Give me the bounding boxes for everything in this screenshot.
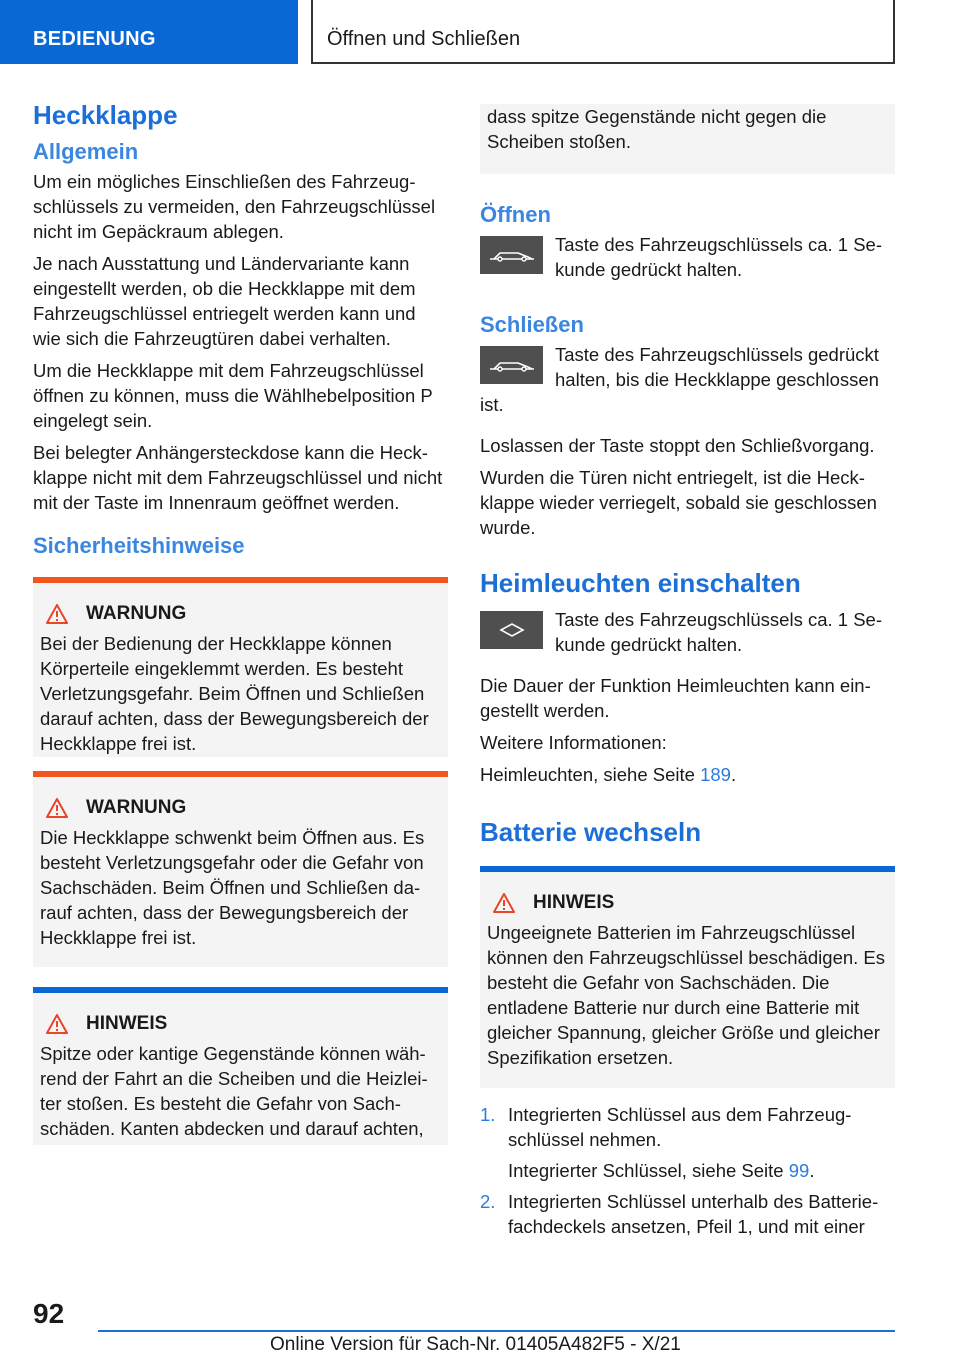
paragraph: Um ein mögliches Einschließen des Fahrzeugschlüssels zu vermeiden, den Fahrzeugschlüssel nicht im Gepäckraum ablegen.: [33, 171, 436, 242]
key-button-graphic: [480, 346, 543, 384]
footer-text: Online Version für Sach-Nr. 01405A482F5 - X/21: [270, 1334, 681, 1355]
paragraph: Um die Heckklappe mit dem Fahrzeugschlüssel öffnen zu können, muss die Wählhebelposition P eingelegt sein.: [33, 360, 433, 431]
page-link[interactable]: 189: [700, 764, 731, 785]
step-text: Integrierten Schlüssel unterhalb des Batteriefachdeckels ansetzen, Pfeil 1, und mit einer: [508, 1191, 879, 1237]
step-text: Integrierten Schlüssel aus dem Fahrzeugschlüssel nehmen.: [508, 1104, 852, 1150]
notice-label: HINWEIS: [86, 1013, 168, 1034]
step-number: 2.: [480, 1191, 496, 1212]
allgemein-heading: Allgemein: [33, 139, 139, 164]
car-tailgate-icon: [488, 357, 536, 373]
steps-list: [480, 1102, 895, 1239]
paragraph: Bei belegter Anhängersteckdose kann die Heckklappe nicht mit dem Fahrzeugschlüssel und nicht mit der Taste im Innenraum geöffnet werden.: [33, 442, 443, 513]
reference-end: .: [730, 764, 737, 785]
notice-header: [487, 892, 888, 914]
home-text: Taste des Fahrzeugschlüssels ca. 1 Sekunde gedrückt halten.: [555, 609, 883, 655]
page-number: 92: [33, 1298, 65, 1329]
right-column: [480, 104, 895, 1245]
cross-reference: [508, 1158, 895, 1183]
notice-box: [480, 866, 895, 1088]
notice-box: [33, 987, 448, 1145]
warning-header: [40, 797, 441, 819]
close-text-tail: ist.: [480, 394, 504, 415]
safety-heading: Sicherheitshinweise: [33, 533, 245, 558]
battery-heading: Batterie wechseln: [480, 817, 702, 847]
notice-header: [40, 1013, 441, 1035]
chapter-tab: [311, 0, 895, 64]
warning-label: WARNUNG: [86, 797, 187, 818]
open-heading: Öffnen: [480, 202, 551, 227]
home-key-row: [480, 607, 895, 657]
warning-header: [40, 603, 441, 625]
page-title: Heckklappe: [33, 100, 178, 130]
paragraph: Loslassen der Taste stoppt den Schließvorgang.: [480, 435, 875, 456]
reference-end: .: [809, 1160, 815, 1181]
notice-text: dass spitze Gegenstände nicht gegen die Scheiben stoßen.: [487, 106, 827, 152]
notice-box-continued: [480, 104, 895, 174]
paragraph: Weitere Informationen:: [480, 732, 667, 753]
cross-reference: [480, 762, 895, 787]
warning-triangle-icon: [46, 798, 68, 818]
warning-text: Bei der Bedienung der Heckklappe können Körperteile eingeklemmt werden. Es besteht Verletzungsgefahr. Beim Öffnen und Schließen darauf achten, dass der Bewegungsbereich der Heckklappe frei ist.: [40, 633, 429, 754]
warning-box: [33, 577, 448, 757]
warning-box: [33, 771, 448, 967]
close-key-row: [480, 342, 895, 392]
key-button-graphic: [480, 611, 543, 649]
list-item: [480, 1102, 895, 1183]
key-button-graphic: [480, 236, 543, 274]
reference-text: Heimleuchten, siehe Seite: [480, 764, 701, 785]
warning-triangle-icon: [46, 1014, 68, 1034]
paragraph: Die Dauer der Funktion Heimleuchten kann eingestellt werden.: [480, 675, 871, 721]
open-text: Taste des Fahrzeugschlüssels ca. 1 Sekunde gedrückt halten.: [555, 234, 883, 280]
car-tailgate-icon: [488, 247, 536, 263]
warning-triangle-icon: [493, 893, 515, 913]
footer-divider: [98, 1330, 895, 1332]
step-number: 1.: [480, 1104, 496, 1125]
list-item: [480, 1189, 895, 1239]
reference-text: Integrierter Schlüssel, siehe Seite: [508, 1160, 789, 1181]
warning-label: WARNUNG: [86, 603, 187, 624]
section-tab: [0, 0, 298, 64]
home-heading: Heimleuchten einschalten: [480, 568, 801, 598]
notice-text: Ungeeignete Batterien im Fahrzeugschlüssel können den Fahrzeugschlüssel beschädigen. Es besteht die Gefahr von Sachschäden. Die entladene Batterie nur durch eine Batterie mit gleicher Spannung, gleicher Größe und gleicher Spezifikation ersetzen.: [487, 922, 886, 1068]
home-light-icon: [497, 623, 527, 637]
open-key-row: [480, 232, 895, 282]
chapter-label: Öffnen und Schließen: [327, 28, 521, 50]
close-text: Taste des Fahrzeugschlüssels gedrückt halten, bis die Heckklappe geschlossen: [555, 344, 879, 390]
close-heading: Schließen: [480, 312, 584, 337]
notice-label: HINWEIS: [533, 892, 615, 913]
page-link[interactable]: 99: [788, 1160, 810, 1181]
warning-triangle-icon: [46, 604, 68, 624]
section-label: BEDIENUNG: [33, 28, 156, 50]
paragraph: Wurden die Türen nicht entriegelt, ist die Heckklappe wieder verriegelt, sobald sie geschlossen wurde.: [480, 467, 877, 538]
left-column: [33, 100, 448, 1159]
paragraph: Je nach Ausstattung und Ländervariante kann eingestellt werden, ob die Heckklappe mit dem Fahrzeugschlüssel entriegelt werden kann und wie sich die Fahrzeugtüren dabei verhalten.: [33, 253, 416, 349]
notice-text: Spitze oder kantige Gegenstände können während der Fahrt an die Scheiben und die Heizleiter stoßen. Es besteht die Gefahr von Sachschäden. Kanten abdecken und darauf achten,: [40, 1043, 428, 1139]
warning-text: Die Heckklappe schwenkt beim Öffnen aus. Es besteht Verletzungsgefahr oder die Gefahr von Sachschäden. Beim Öffnen und Schließen darauf achten, dass der Bewegungsbereich der Heckklappe frei ist.: [40, 827, 425, 948]
